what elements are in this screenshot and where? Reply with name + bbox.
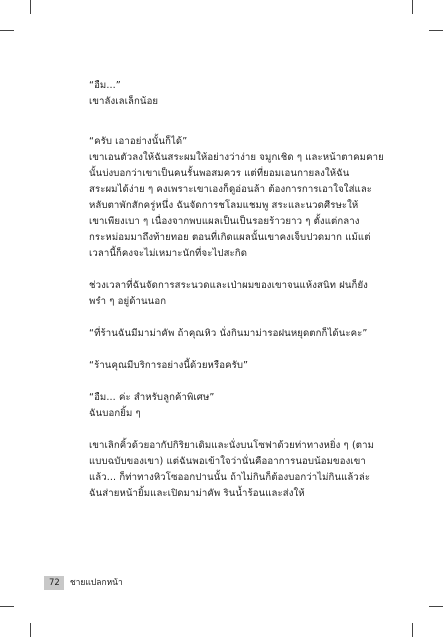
paragraph-gap <box>89 110 379 134</box>
text-line: เวลานี้ก็คงจะไม่เหมาะนักที่จะไปสะกิด <box>89 248 248 259</box>
crop-mark-bottom-left-h <box>0 606 14 607</box>
text-line: “ครับ เอาอย่างนั้นก็ได้” <box>89 136 188 147</box>
paragraph-gap <box>89 422 379 438</box>
page-footer <box>44 576 123 590</box>
text-line: ฉันบอกยิ้ม ๆ <box>89 408 141 419</box>
paragraph-3 <box>89 278 379 310</box>
text-line: พรำ ๆ อยู่ด้านนอก <box>89 296 167 307</box>
text-line: “ที่ร้านฉันมีมาม่าคัพ ถ้าคุณหิว นั่งกินมาม่ารอฝนหยุดตกก็ได้นะคะ” <box>89 328 368 339</box>
text-line: นั้นบ่งบอกว่าเขาเป็นคนรั้นพอสมควร แต่ที่ยอมเอนกายลงให้ฉัน <box>89 168 350 179</box>
text-line: แล้ว... ก็ท่าทางหิวโซออกปานนั้น ถ้าไม่กินก็ต้องบอกว่าไม่กินแล้วล่ะ <box>89 472 371 483</box>
paragraph-gap <box>89 310 379 326</box>
text-line: เขาเลิกคิ้วด้วยอากัปกิริยาเดิมและนั่งบนโซฟาด้วยท่าทางหยิ่ง ๆ (ตาม <box>89 440 375 451</box>
text-line: “อืม... ค่ะ สำหรับลูกค้าพิเศษ” <box>89 392 215 403</box>
text-line: แบบฉบับของเขา) แต่ฉันพอเข้าใจว่านั่นคืออาการนอบน้อมของเขา <box>89 456 366 467</box>
page-body <box>89 78 384 502</box>
crop-mark-top-right-v <box>412 0 413 14</box>
paragraph-7 <box>89 438 379 502</box>
crop-mark-bottom-right-v <box>412 623 413 637</box>
crop-mark-top-right-h <box>429 30 443 31</box>
paragraph-gap <box>89 374 379 390</box>
crop-mark-bottom-right-h <box>429 606 443 607</box>
text-line: กระหม่อมมาถึงท้ายทอย ตอนที่เกิดแผลนั้นเขาคงเจ็บปวดมาก แม้แต่ <box>89 232 371 243</box>
text-line: หลับตาพักสักครู่หนึ่ง ฉันจัดการชโลมแชมพู สระและนวดศีรษะให้ <box>89 200 359 211</box>
crop-mark-top-left-h <box>0 30 14 31</box>
text-line: สระผมได้ง่าย ๆ คงเพราะเขาเองก็ดูอ่อนล้า ต้องการการเอาใจใส่และ <box>89 184 373 195</box>
text-line: “อืม...” <box>89 80 121 91</box>
book-title: ชายแปลกหน้า <box>69 578 123 588</box>
paragraph-4 <box>89 326 379 342</box>
paragraph-gap <box>89 342 379 358</box>
crop-mark-bottom-left-v <box>30 623 31 637</box>
text-line: “ร้านคุณมีบริการอย่างนี้ด้วยหรือครับ” <box>89 360 249 371</box>
text-line: ฉันส่ายหน้ายิ้มและเปิดมาม่าคัพ รินน้ำร้อนและส่งให้ <box>89 488 305 499</box>
text-line: ช่วงเวลาที่ฉันจัดการสระนวดและเป่าผมของเขาจนแห้งสนิท ฝนก็ยัง <box>89 280 368 291</box>
text-line: เขาเอนตัวลงให้ฉันสระผมให้อย่างว่าง่าย จมูกเชิด ๆ และหน้าตาคมคาย <box>89 152 384 163</box>
paragraph-6 <box>89 390 379 422</box>
paragraph-2 <box>89 134 384 262</box>
page-number: 72 <box>44 576 64 590</box>
paragraph-1 <box>89 78 379 110</box>
paragraph-5 <box>89 358 379 374</box>
text-line: เขาเพียงเบา ๆ เนื่องจากพบแผลเป็นเป็นรอยร้าวยาว ๆ ตั้งแต่กลาง <box>89 216 360 227</box>
crop-mark-top-left-v <box>30 0 31 14</box>
paragraph-gap <box>89 262 379 278</box>
text-line: เขาลังเลเล็กน้อย <box>89 96 159 107</box>
